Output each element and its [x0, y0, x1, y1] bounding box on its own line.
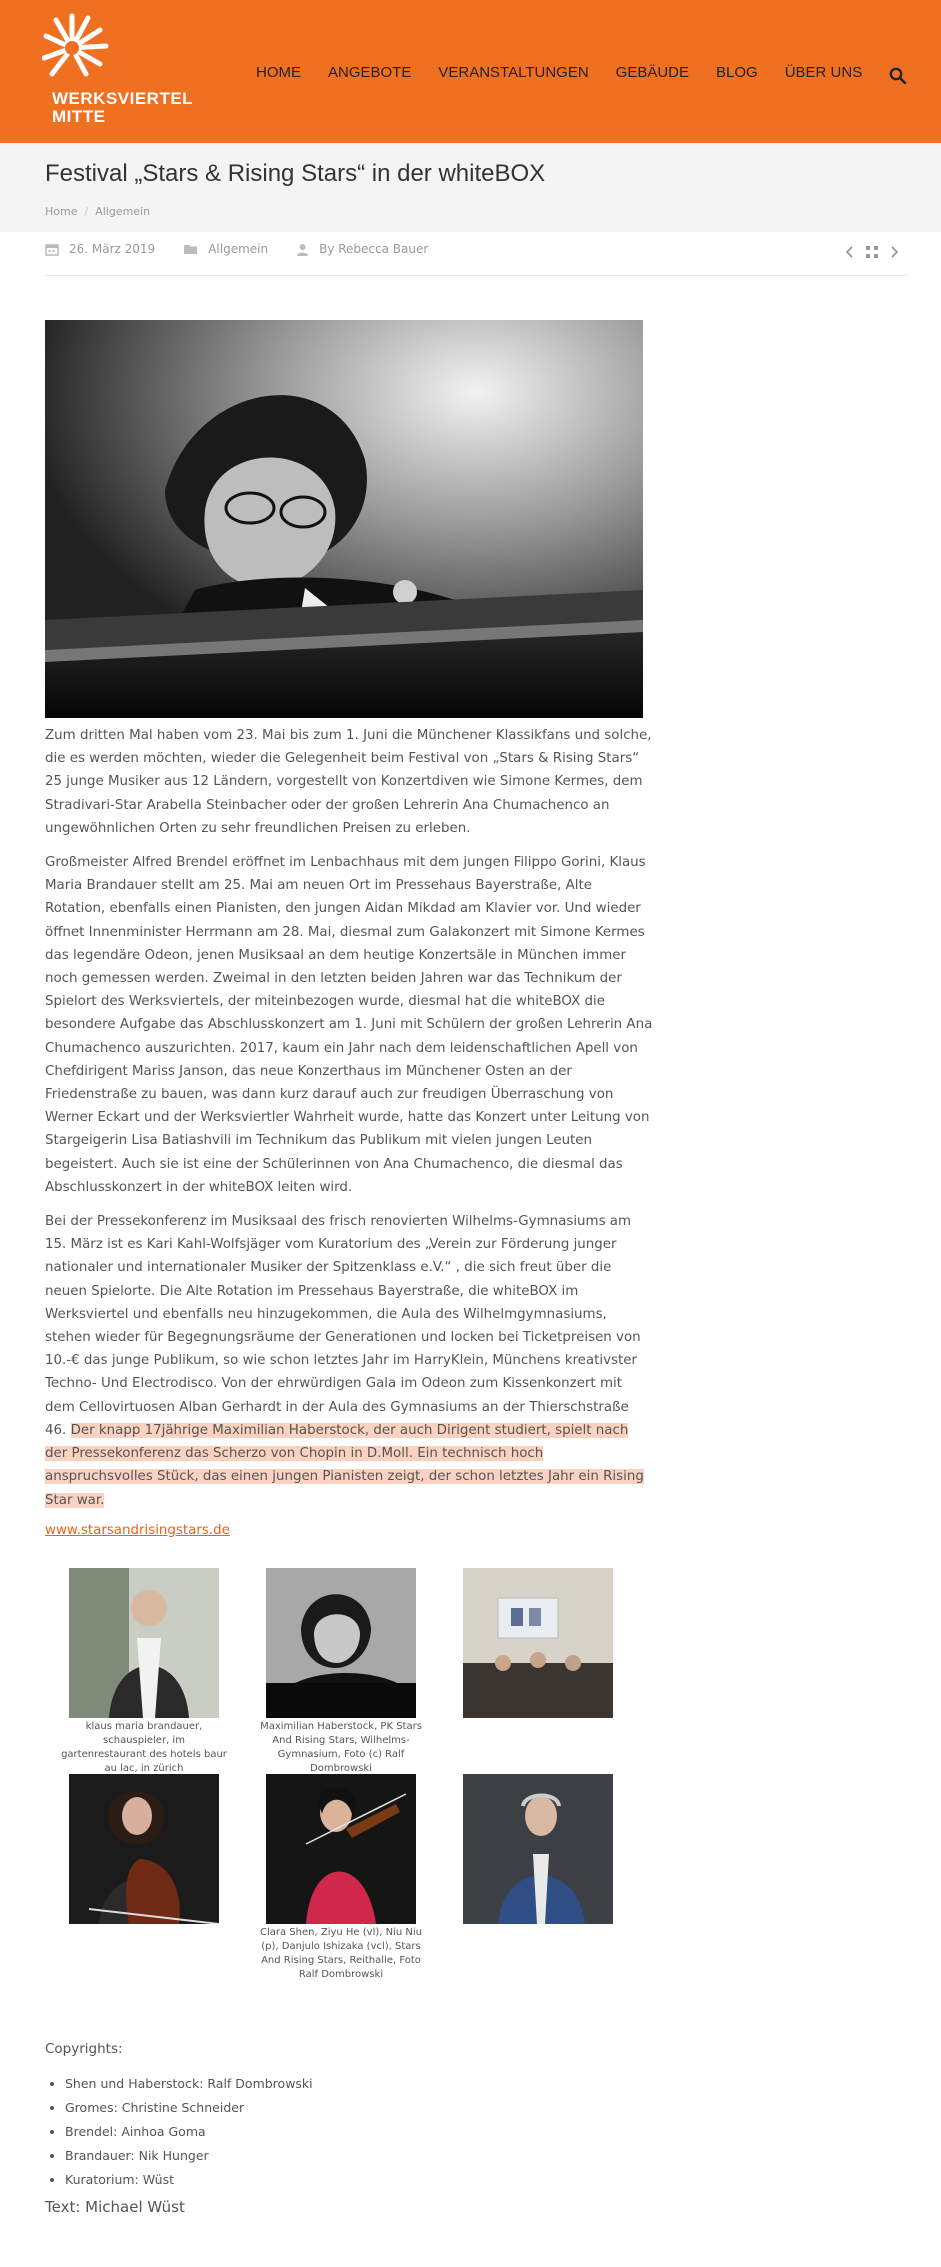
- gallery-photo-illustration: [463, 1774, 613, 1924]
- folder-icon: [183, 243, 198, 255]
- breadcrumb-separator: /: [84, 205, 89, 218]
- post-author-text: By Rebecca Bauer: [319, 242, 429, 256]
- hero-image-pianist[interactable]: [45, 320, 643, 718]
- gallery-caption-2: Maximilian Haberstock, PK Stars And Rising Stars, Wilhelms-Gymnasium, Foto (c) Ralf Dombrowski: [260, 1721, 422, 1774]
- gallery-caption-3: Clara Shen, Ziyu He (vl), Niu Niu (p), Danjulo Ishizaka (vcl), Stars And Rising Stars, Reithalle, Foto Ralf Dombrowski: [260, 1927, 422, 1980]
- breadcrumb-category[interactable]: Allgemein: [95, 205, 151, 218]
- post-date-text: 26. März 2019: [69, 242, 156, 256]
- nav-blog[interactable]: BLOG: [716, 64, 758, 81]
- highlighted-text: Der knapp 17jährige Maximilian Haberstock, der auch Dirigent studiert, spielt nach der Pressekonferenz das Scherzo von Chopin in D.Moll. Ein technisch hoch anspruchsvolles Stück, das einen jungen Pianisten zeigt, der schon letztes Jahr ein Rising Star war.: [45, 1422, 644, 1508]
- nav-ueber-uns[interactable]: ÜBER UNS: [784, 64, 863, 81]
- list-item: • Brandauer: Nik Hunger: [65, 2144, 313, 2168]
- gallery-thumb-violinist[interactable]: [266, 1774, 416, 1924]
- main-nav: [256, 64, 889, 81]
- site-header: [0, 0, 941, 143]
- post-navigation: [845, 246, 899, 258]
- meta-divider: [45, 275, 908, 276]
- gallery-photo-illustration: [266, 1774, 416, 1924]
- chevron-right-icon[interactable]: [889, 246, 899, 258]
- brand-line-1: WERKSVIERTEL: [52, 89, 194, 108]
- post-date: [45, 242, 155, 256]
- user-icon: [296, 243, 309, 256]
- brand-logo[interactable]: [42, 12, 212, 132]
- gallery-photo-illustration: [266, 1568, 416, 1718]
- article-body: [45, 724, 653, 1553]
- article-paragraph-1: Zum dritten Mal haben vom 23. Mai bis zum 1. Juni die Münchener Klassikfans und solche, die es werden möchten, wieder die Gelegenheit beim Festival von „Stars & Rising Stars“ 25 junge Musiker aus 12 Ländern, vorgestellt von Konzertdiven wie Simone Kermes, dem Stradivari-Star Arabella Steinbacher oder der großen Lehrerin Ana Chumachenco an ungewöhnlichen Orten zu sehr freundlichen Preisen zu erleben.: [45, 728, 652, 836]
- grid-icon[interactable]: [866, 246, 878, 258]
- search-icon[interactable]: [889, 67, 907, 85]
- list-item: • Brendel: Ainhoa Goma: [65, 2120, 313, 2144]
- nav-angebote[interactable]: ANGEBOTE: [328, 64, 412, 81]
- gallery-thumb-brendel[interactable]: [463, 1774, 613, 1924]
- gallery-photo-illustration: [69, 1774, 219, 1924]
- festival-link[interactable]: www.starsandrisingstars.de: [45, 1522, 230, 1538]
- hero-photo-illustration: [45, 320, 643, 718]
- text-credit: Text: Michael Wüst: [45, 2198, 185, 2216]
- post-category[interactable]: [183, 242, 268, 256]
- list-item: • Gromes: Christine Schneider: [65, 2096, 313, 2120]
- gallery-photo-illustration: [69, 1568, 219, 1718]
- brand-wordmark: [52, 90, 193, 126]
- breadcrumb: [45, 205, 150, 218]
- brand-line-2: MITTE: [52, 107, 106, 126]
- gallery-photo-illustration: [463, 1568, 613, 1718]
- copyrights-list: [45, 2072, 313, 2192]
- calendar-icon: [45, 243, 59, 256]
- post-category-text: Allgemein: [208, 242, 269, 256]
- gallery-thumb-haberstock[interactable]: [266, 1568, 416, 1718]
- list-item: • Shen und Haberstock: Ralf Dombrowski: [65, 2072, 313, 2096]
- gallery-thumb-cellist[interactable]: [69, 1774, 219, 1924]
- article-paragraph-2: Großmeister Alfred Brendel eröffnet im Lenbachhaus mit dem jungen Filippo Gorini, Klaus Maria Brandauer stellt am 25. Mai am neuen Ort im Pressehaus Bayerstraße, Alte Rotation, ebenfalls einen Pianisten, den jungen Aidan Mikdad am Klavier vor. Und wieder öffnet Innenminister Herrmann am 28. Mai, diesmal zum Galakonzert mit Simone Kermes das legendäre Odeon, jenen Musiksaal an dem heutige Konzertsäle in München immer noch gemessen werden. Zweimal in den letzten beiden Jahren war das Technikum der Spielort des Werksviertels, der miteinbezogen wurde, diesmal hat die whiteBOX die besondere Aufgabe das Abschlusskonzert am 1. Juni mit Schülern der großen Lehrerin Ana Chumachenco auszurichten. 2017, kaum ein Jahr nach dem leidenschaftlichen Apell von Chefdirigent Mariss Janson, das neue Konzerthaus im Münchener Osten an der Friedenstraße zu bauen, was dann kurz darauf auch zur freudigen Überraschung von Werner Eckart und der Werksviertler Wahrheit wurde, hatte das Konzert unter Leitung von Stargeigerin Lisa Batiashvili im Technikum das Publikum mit vielen jungen Leuten begeistert. Auch sie ist eine der Schülerinnen von Ana Chumachenco, die diesmal das Abschlusskonzert in der whiteBOX leiten wird.: [45, 855, 653, 1195]
- gallery-caption-1: klaus maria brandauer, schauspieler, im gartenrestaurant des hotels baur au lac, in zürich: [61, 1721, 227, 1774]
- starburst-icon: [42, 12, 122, 92]
- page-title: Festival „Stars & Rising Stars“ in der whiteBOX: [45, 160, 546, 187]
- nav-gebaeude[interactable]: GEBÄUDE: [615, 64, 690, 81]
- article-paragraph-3-text: Bei der Pressekonferenz im Musiksaal des frisch renovierten Wilhelms-Gymnasiums am 15. März ist es Kari Kahl-Wolfsjäger vom Kuratorium des „Verein zur Förderung junger nationaler und internationaler Musiker der Spitzenklass e.V.“ , die sich freut über die neuen Spielorte. Die Alte Rotation im Pressehaus Bayerstraße, die whiteBOX im Werksviertel und ebenfalls neu hinzugekommen, die Aula des Wilhelmgymnasiums, stehen wieder für Begegnungsräume der Generationen und locken bei Ticketpreisen von 10.-€ das junge Publikum, so wie schon letztes Jahr im HarryKlein, Münchens kreativster Techno- Und Electrodisco. Von der ehrwürdigen Gala im Odeon zum Kissenkonzert mit dem Cellovirtuosen Alban Gerhardt in der Aula des Gymnasiums an der Thierschstraße 46.: [45, 1214, 641, 1438]
- nav-veranstaltungen[interactable]: VERANSTALTUNGEN: [438, 64, 589, 81]
- list-item: • Kuratorium: Wüst: [65, 2168, 313, 2192]
- breadcrumb-home[interactable]: Home: [45, 205, 78, 218]
- post-meta: [45, 242, 456, 256]
- gallery-thumb-brandauer[interactable]: [69, 1568, 219, 1718]
- chevron-left-icon[interactable]: [845, 246, 855, 258]
- copyrights-heading: Copyrights:: [45, 2041, 123, 2057]
- nav-home[interactable]: HOME: [256, 64, 301, 81]
- gallery-thumb-pressekonferenz[interactable]: [463, 1568, 613, 1718]
- article-paragraph-3: [45, 1210, 653, 1512]
- post-author[interactable]: [296, 242, 428, 256]
